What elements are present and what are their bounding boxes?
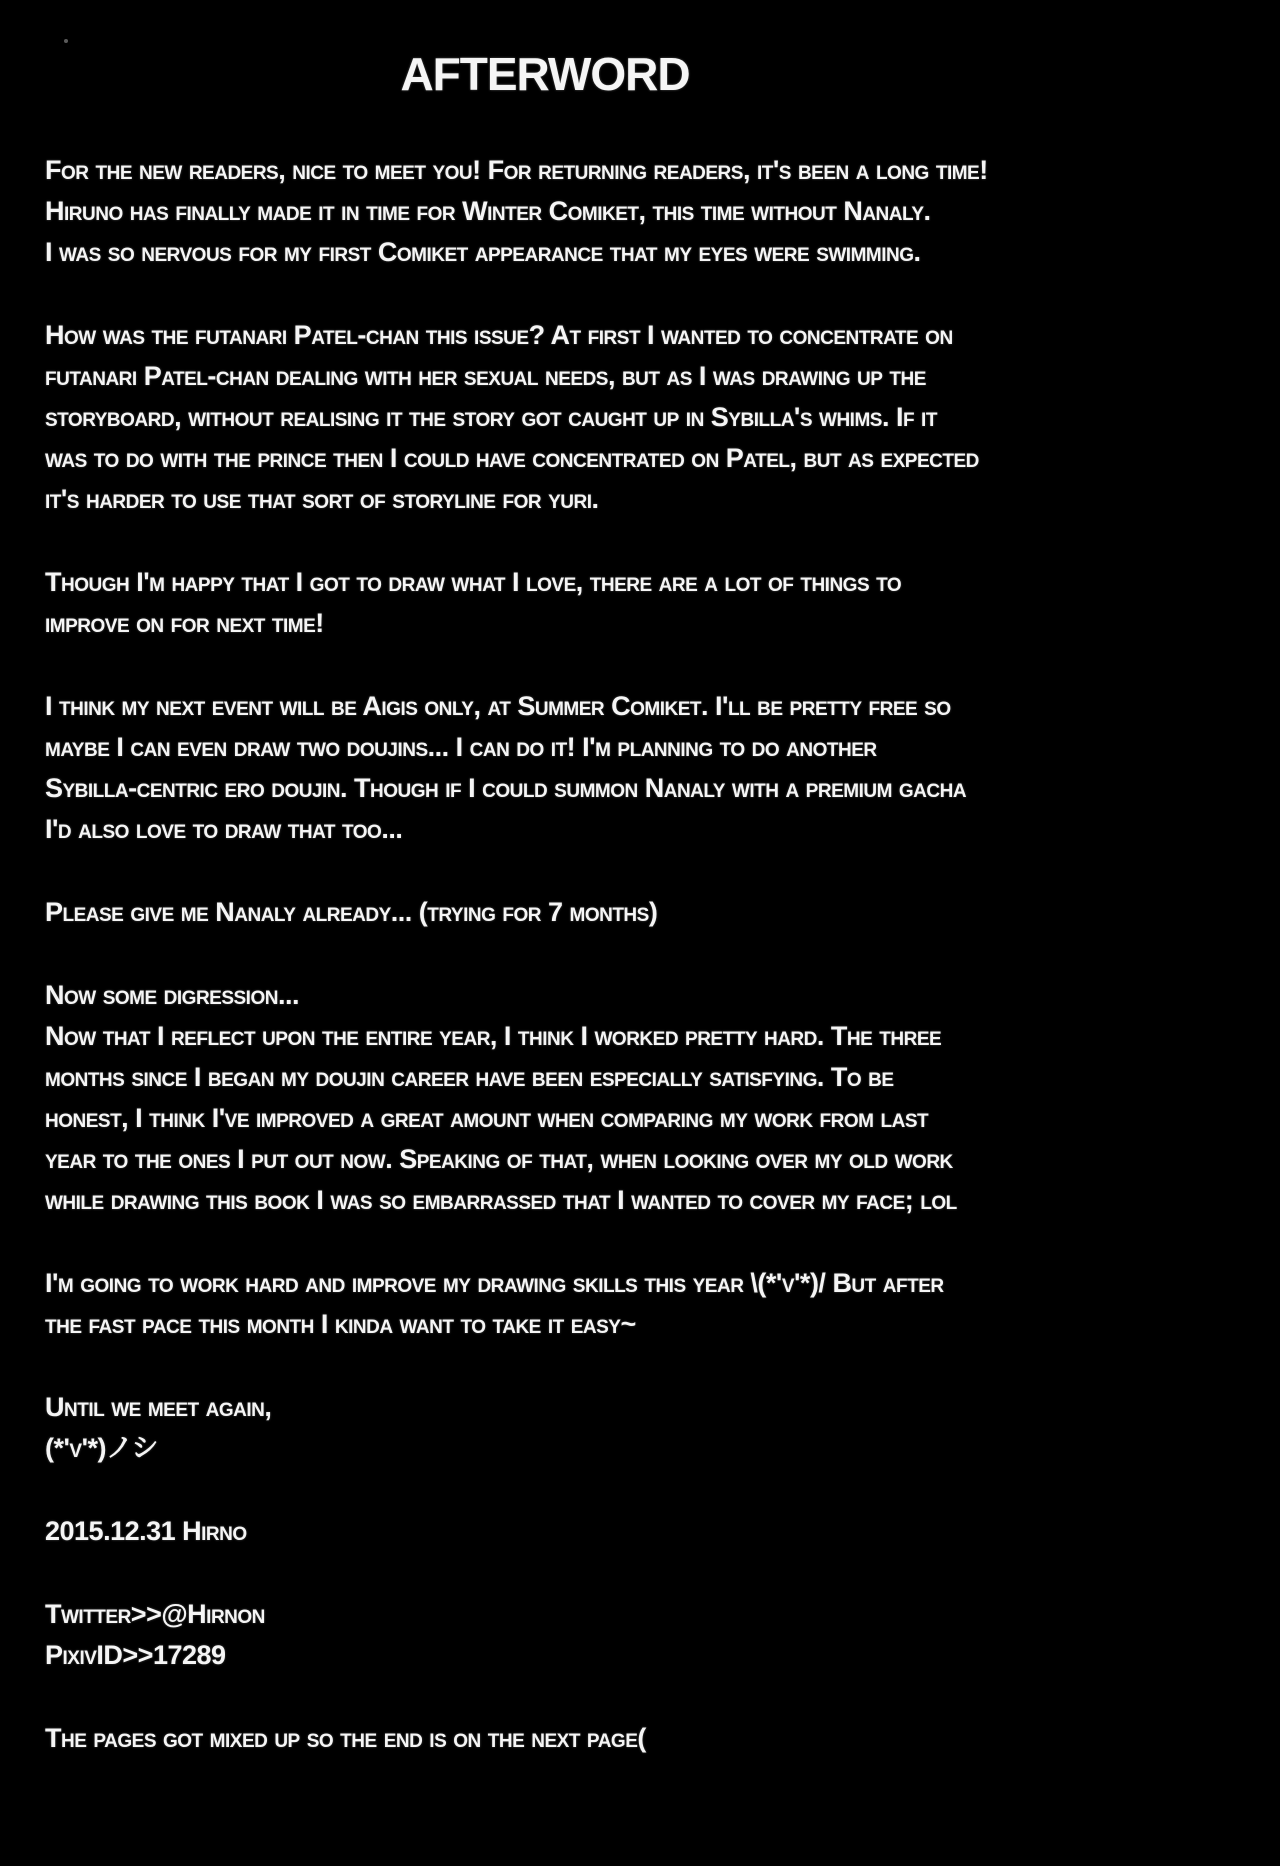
text-line: I think my next event will be Aigis only, at Summer Comiket. I'll be pretty free so [45, 691, 951, 721]
text-line: I'm going to work hard and improve my drawing skills this year \(*'v'*)/ But after [45, 1268, 944, 1298]
text-line: it's harder to use that sort of storyline for yuri. [45, 484, 599, 514]
text-line: the fast pace this month I kinda want to take it easy~ [45, 1309, 636, 1339]
paragraph-resolution [45, 1263, 1165, 1345]
text-line: improve on for next time! [45, 608, 324, 638]
text-line: months since I began my doujin career have been especially satisfying. To be [45, 1062, 894, 1092]
text-line: storyboard, without realising it the story got caught up in Sybilla's whims. If it [45, 402, 937, 432]
paragraph-date-signature [45, 1511, 1165, 1552]
text-line: For the new readers, nice to meet you! For returning readers, it's been a long time! [45, 155, 988, 185]
paragraph-digression [45, 975, 1165, 1221]
farewell-kaomoji: (*'v'*)ノシ [45, 1433, 158, 1463]
text-line: Hiruno has finally made it in time for Winter Comiket, this time without Nanaly. [45, 196, 931, 226]
date-signature: 2015.12.31 Hirno [45, 1516, 247, 1546]
text-line: I was so nervous for my first Comiket appearance that my eyes were swimming. [45, 237, 921, 267]
text-line: was to do with the prince then I could have concentrated on Patel, but as expected [45, 443, 979, 473]
text-line: while drawing this book I was so embarrassed that I wanted to cover my face; lol [45, 1185, 957, 1215]
text-line: futanari Patel-chan dealing with her sexual needs, but as I was drawing up the [45, 361, 926, 391]
paragraph-page-note [45, 1718, 1165, 1759]
text-line: maybe I can even draw two doujins... I can do it! I'm planning to do another [45, 732, 877, 762]
text-line: Though I'm happy that I got to draw what I love, there are a lot of things to [45, 567, 902, 597]
text-line: Please give me Nanaly already... (trying for 7 months) [45, 897, 658, 927]
farewell-text: Until we meet again, [45, 1392, 272, 1422]
text-line: How was the futanari Patel-chan this issue? At first I wanted to concentrate on [45, 320, 953, 350]
twitter-handle: Twitter>>@Hirnon [45, 1599, 265, 1629]
text-line: year to the ones I put out now. Speaking of that, when looking over my old work [45, 1144, 953, 1174]
paragraph-next-event [45, 686, 1165, 850]
paragraph-farewell [45, 1387, 1165, 1469]
page-note: The pages got mixed up so the end is on the next page( [45, 1723, 646, 1753]
text-line: Sybilla-centric ero doujin. Though if I could summon Nanaly with a premium gacha [45, 773, 967, 803]
paragraph-improvement [45, 562, 1165, 644]
text-line: Now some digression... [45, 980, 299, 1010]
paragraph-nanaly-plea [45, 892, 1165, 933]
text-line: Now that I reflect upon the entire year, I think I worked pretty hard. The three [45, 1021, 942, 1051]
paragraph-patel-discussion [45, 315, 1165, 520]
paragraph-intro [45, 150, 1165, 273]
paragraph-contact [45, 1594, 1165, 1676]
page-title: AFTERWORD [400, 48, 690, 100]
text-line: honest, I think I've improved a great amount when comparing my work from last [45, 1103, 929, 1133]
pixiv-id: PixivID>>17289 [45, 1640, 226, 1670]
afterword-content [45, 0, 1165, 1801]
text-line: I'd also love to draw that too... [45, 814, 403, 844]
